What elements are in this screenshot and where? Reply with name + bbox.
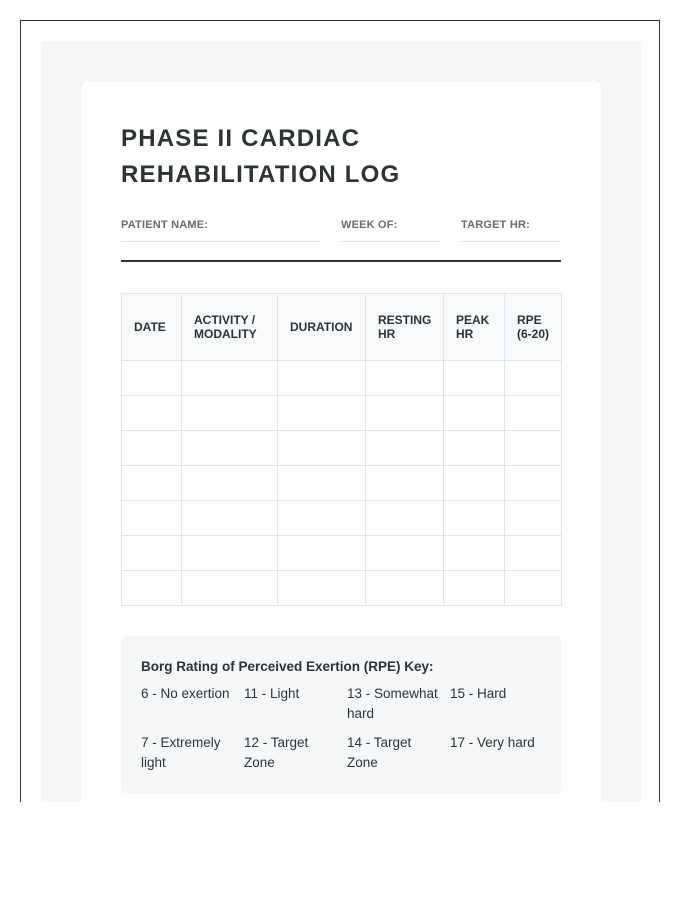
- resting-hr-cell[interactable]: [366, 466, 444, 501]
- activity-cell[interactable]: [182, 466, 278, 501]
- peak-hr-cell[interactable]: [444, 361, 505, 396]
- duration-cell[interactable]: [278, 536, 366, 571]
- column-header-peak-hr: PEAK HR: [444, 294, 505, 361]
- resting-hr-cell[interactable]: [366, 536, 444, 571]
- rpe-key-item: 11 - Light: [244, 686, 300, 701]
- activity-cell[interactable]: [182, 396, 278, 431]
- resting-hr-cell[interactable]: [366, 571, 444, 606]
- activity-cell[interactable]: [182, 571, 278, 606]
- log-sheet: [81, 81, 601, 802]
- rpe-key-item: 7 - Extremely light: [141, 735, 221, 770]
- rpe-key-item: 6 - No exertion: [141, 686, 230, 701]
- activity-cell[interactable]: [182, 431, 278, 466]
- header-fields: [121, 217, 561, 241]
- table-row: [122, 361, 562, 396]
- target-hr-field[interactable]: [461, 217, 561, 242]
- date-cell[interactable]: [122, 396, 182, 431]
- rpe-key-item: 12 - Target Zone: [244, 735, 309, 770]
- peak-hr-cell[interactable]: [444, 501, 505, 536]
- patient-name-label: PATIENT NAME:: [121, 219, 209, 231]
- rpe-cell[interactable]: [505, 501, 562, 536]
- page-title: PHASE II CARDIAC REHABILITATION LOG: [121, 125, 401, 188]
- duration-cell[interactable]: [278, 501, 366, 536]
- activity-cell[interactable]: [182, 536, 278, 571]
- target-hr-label: TARGET HR:: [461, 219, 531, 231]
- table-header-row: [122, 294, 562, 361]
- rpe-cell[interactable]: [505, 571, 562, 606]
- header-divider: [121, 260, 561, 262]
- resting-hr-cell[interactable]: [366, 396, 444, 431]
- column-header-resting-hr: RESTING HR: [366, 294, 444, 361]
- rpe-key-title: Borg Rating of Perceived Exertion (RPE) Key:: [141, 659, 434, 674]
- duration-cell[interactable]: [278, 571, 366, 606]
- duration-cell[interactable]: [278, 361, 366, 396]
- column-header-date: DATE: [122, 294, 182, 361]
- peak-hr-cell[interactable]: [444, 396, 505, 431]
- table-row: [122, 431, 562, 466]
- week-of-field[interactable]: [341, 217, 441, 242]
- peak-hr-cell[interactable]: [444, 536, 505, 571]
- date-cell[interactable]: [122, 466, 182, 501]
- table-row: [122, 536, 562, 571]
- duration-cell[interactable]: [278, 396, 366, 431]
- resting-hr-cell[interactable]: [366, 431, 444, 466]
- date-cell[interactable]: [122, 501, 182, 536]
- rpe-key-item: 15 - Hard: [450, 686, 507, 701]
- table-row: [122, 396, 562, 431]
- column-header-rpe: RPE (6-20): [505, 294, 562, 361]
- rpe-cell[interactable]: [505, 466, 562, 501]
- resting-hr-cell[interactable]: [366, 361, 444, 396]
- duration-cell[interactable]: [278, 466, 366, 501]
- peak-hr-cell[interactable]: [444, 571, 505, 606]
- table-row: [122, 501, 562, 536]
- rpe-cell[interactable]: [505, 431, 562, 466]
- table-row: [122, 466, 562, 501]
- rpe-key-item: 13 - Somewhat hard: [347, 686, 438, 721]
- date-cell[interactable]: [122, 536, 182, 571]
- date-cell[interactable]: [122, 431, 182, 466]
- rpe-key-grid: [141, 684, 541, 773]
- rpe-key-panel: [121, 636, 561, 793]
- patient-name-field[interactable]: [121, 217, 321, 242]
- rpe-key-item: 14 - Target Zone: [347, 735, 412, 770]
- peak-hr-cell[interactable]: [444, 431, 505, 466]
- date-cell[interactable]: [122, 571, 182, 606]
- session-log-table: [121, 293, 562, 606]
- peak-hr-cell[interactable]: [444, 466, 505, 501]
- rpe-key-item: 17 - Very hard: [450, 735, 535, 750]
- rpe-cell[interactable]: [505, 361, 562, 396]
- activity-cell[interactable]: [182, 361, 278, 396]
- rpe-cell[interactable]: [505, 536, 562, 571]
- week-of-label: WEEK OF:: [341, 219, 398, 231]
- duration-cell[interactable]: [278, 431, 366, 466]
- date-cell[interactable]: [122, 361, 182, 396]
- column-header-duration: DURATION: [278, 294, 366, 361]
- activity-cell[interactable]: [182, 501, 278, 536]
- table-row: [122, 571, 562, 606]
- column-header-activity: ACTIVITY / MODALITY: [182, 294, 278, 361]
- resting-hr-cell[interactable]: [366, 501, 444, 536]
- rpe-cell[interactable]: [505, 396, 562, 431]
